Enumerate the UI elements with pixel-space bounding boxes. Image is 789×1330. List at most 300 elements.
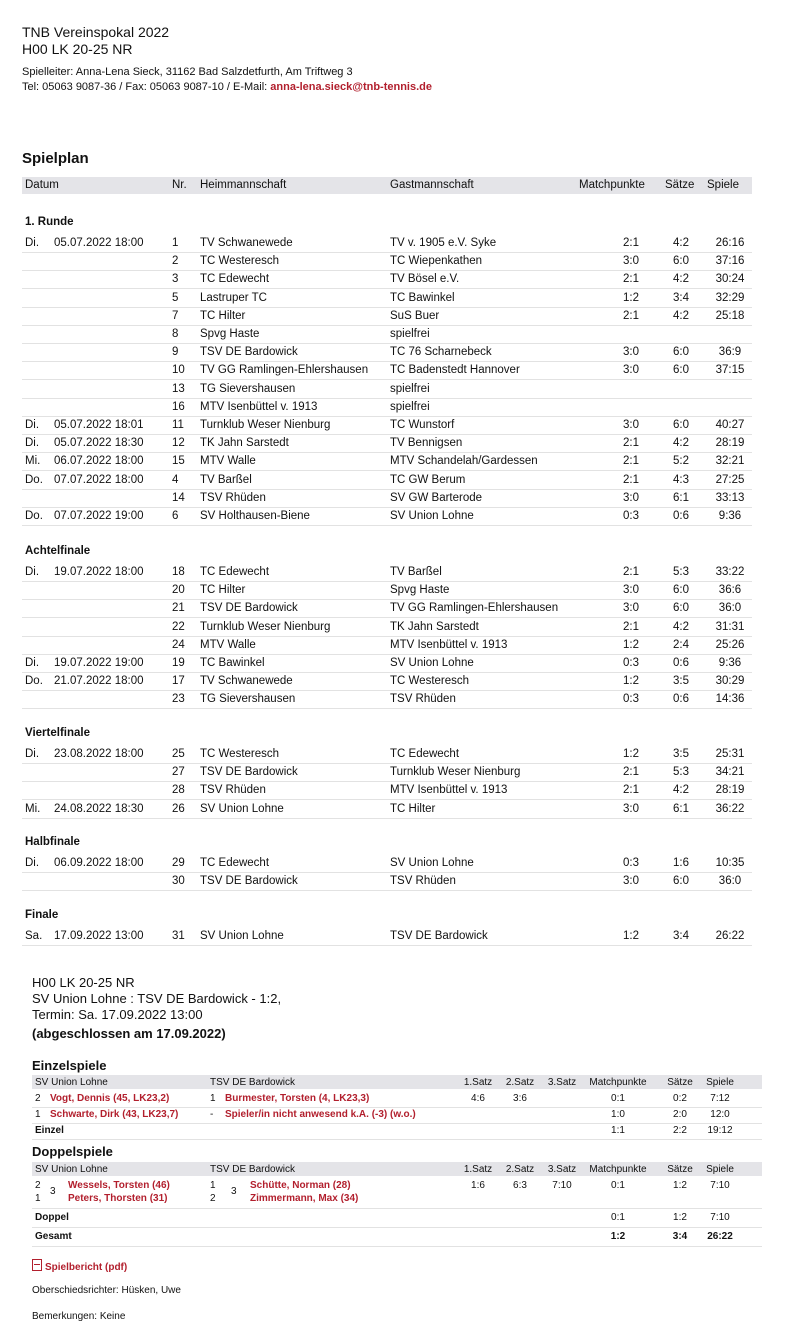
match-nr: 26 xyxy=(172,802,185,815)
match-nr: 23 xyxy=(172,693,185,706)
match-row xyxy=(22,434,752,453)
set2-score: 6:3 xyxy=(513,1180,527,1191)
doubles-summary-row xyxy=(32,1208,762,1228)
match-points-link[interactable]: 1:2 xyxy=(623,930,639,942)
singles-row xyxy=(32,1091,762,1108)
match-points: 0:1 xyxy=(611,1093,625,1104)
doubles-summary-spiele: 7:10 xyxy=(710,1212,730,1223)
home-team-link[interactable]: TSV Rhüden xyxy=(200,491,266,504)
home-team-link[interactable]: MTV Walle xyxy=(200,638,256,651)
guest-team-link[interactable]: SuS Buer xyxy=(390,309,440,322)
guest-team-link[interactable]: SV GW Barterode xyxy=(390,491,483,504)
home-team-link[interactable]: Lastruper TC xyxy=(200,291,267,304)
match-points-link[interactable]: 3:0 xyxy=(623,346,639,359)
match-sets: 6:0 xyxy=(673,602,689,615)
match-nr: 15 xyxy=(172,455,185,468)
match-row xyxy=(22,781,752,800)
guest-team-link[interactable]: TV Barßel xyxy=(390,566,442,578)
match-points-link[interactable]: 2:1 xyxy=(623,784,639,797)
singles-col-s1: 1.Satz xyxy=(463,1077,493,1088)
match-games: 33:22 xyxy=(715,566,745,578)
match-games: 26:22 xyxy=(715,930,745,942)
home-player1-link[interactable]: Wessels, Torsten (46) xyxy=(68,1180,170,1191)
report-link-label[interactable]: Spielbericht (pdf) xyxy=(45,1262,128,1273)
match-datetime: 05.07.2022 18:00 xyxy=(54,237,144,249)
total-spiele: 26:22 xyxy=(707,1231,733,1242)
guest-player-link[interactable]: Burmester, Torsten (4, LK23,3) xyxy=(225,1093,370,1104)
match-nr: 17 xyxy=(172,675,185,688)
match-games: 36:0 xyxy=(718,602,742,615)
singles-summary-saetze: 2:2 xyxy=(673,1125,687,1136)
match-nr: 4 xyxy=(172,473,179,486)
doubles-summary-saetze: 1:2 xyxy=(673,1212,687,1223)
guest-team-link[interactable]: TV Bösel e.V. xyxy=(390,273,460,286)
round-label: Achtelfinale xyxy=(25,545,91,557)
round-label: 1. Runde xyxy=(25,216,74,228)
pdf-icon xyxy=(32,1259,42,1271)
doubles-row xyxy=(32,1178,762,1209)
match-games: 36:9 xyxy=(718,346,742,359)
home-team-link[interactable]: TV Schwanewede xyxy=(200,675,293,688)
match-sets: 6:0 xyxy=(673,419,689,431)
match-sets: 6:0 xyxy=(673,875,689,888)
guest-team-link[interactable]: TC Hilter xyxy=(390,802,436,815)
match-datetime: 05.07.2022 18:30 xyxy=(54,437,144,450)
match-games: 40:27 xyxy=(715,419,745,431)
guest-player-link[interactable]: Spieler/in nicht anwesend k.A. (-3) (w.o.) xyxy=(225,1109,416,1120)
match-sets: 4:2 xyxy=(673,784,689,797)
match-day: Di. xyxy=(25,566,40,578)
match-points-link[interactable]: 3:0 xyxy=(623,255,639,268)
match-points-link[interactable]: 1:2 xyxy=(623,291,639,304)
match-nr: 16 xyxy=(172,400,185,413)
guest-player2-nr: 2 xyxy=(210,1193,216,1204)
leader-info: Spielleiter: Anna-Lena Sieck, 31162 Bad Salzdetfurth, Am Triftweg 3 xyxy=(22,66,353,78)
match-nr: 12 xyxy=(172,437,185,450)
match-day: Di. xyxy=(25,419,40,431)
match-points-link[interactable]: 3:0 xyxy=(623,875,639,888)
match-row xyxy=(22,234,752,253)
match-games: 26:16 xyxy=(715,237,745,249)
guest-player-nr: - xyxy=(210,1109,214,1120)
match-row xyxy=(22,361,752,380)
guest-team-link[interactable]: spielfrei xyxy=(390,400,430,413)
guest-player1-link[interactable]: Schütte, Norman (28) xyxy=(250,1180,351,1191)
guest-team-link[interactable]: TC Wunstorf xyxy=(390,419,455,431)
match-games: 27:25 xyxy=(715,473,745,486)
home-team-link[interactable]: SV Holthausen-Biene xyxy=(200,510,310,522)
home-player-nr: 2 xyxy=(35,1093,41,1104)
match-row xyxy=(22,618,752,637)
match-row xyxy=(22,563,752,582)
singles-col-mp: Matchpunkte xyxy=(589,1077,647,1088)
match-row xyxy=(22,380,752,399)
singles-summary-spiele: 19:12 xyxy=(707,1125,733,1136)
doubles-col-mp: Matchpunkte xyxy=(589,1164,647,1175)
col-guest: Gastmannschaft xyxy=(390,179,474,191)
home-pair-position: 3 xyxy=(50,1186,56,1197)
match-sets: 2:4 xyxy=(673,638,689,651)
match-datetime: 21.07.2022 18:00 xyxy=(54,675,144,688)
competition-name: H00 LK 20-25 NR xyxy=(22,41,133,57)
report-link[interactable] xyxy=(32,1259,127,1273)
match-points-link[interactable]: 2:1 xyxy=(623,273,639,286)
match-datetime: 19.07.2022 19:00 xyxy=(54,657,144,669)
match-sets: 3:5 xyxy=(673,675,689,688)
match-nr: 8 xyxy=(172,328,179,340)
match-row xyxy=(22,690,752,709)
match-day: Do. xyxy=(25,675,43,688)
match-sets: 5:3 xyxy=(673,566,689,578)
match-nr: 21 xyxy=(172,602,185,615)
match-nr: 5 xyxy=(172,291,179,304)
match-points-link[interactable]: 3:0 xyxy=(623,419,639,431)
guest-player-nr: 1 xyxy=(210,1093,216,1104)
match-games: 31:31 xyxy=(715,620,745,633)
match-nr: 9 xyxy=(172,346,179,359)
match-nr: 22 xyxy=(172,620,185,633)
match-games: 28:19 xyxy=(715,437,745,450)
match-games: 32:21 xyxy=(715,455,745,468)
home-player-nr: 1 xyxy=(35,1109,41,1120)
match-points-link[interactable]: 2:1 xyxy=(623,566,639,578)
home-team-link[interactable]: Spvg Haste xyxy=(200,328,260,340)
home-team-link[interactable]: TV Barßel xyxy=(200,473,252,486)
home-team-link[interactable]: TC Westeresch xyxy=(200,748,280,760)
match-sets: 4:3 xyxy=(673,473,689,486)
match-row xyxy=(22,343,752,362)
match-day: Di. xyxy=(25,748,40,760)
match-games: 30:24 xyxy=(715,273,745,286)
match-day: Do. xyxy=(25,510,43,522)
match-nr: 1 xyxy=(172,237,179,249)
home-player-link[interactable]: Vogt, Dennis (45, LK23,2) xyxy=(50,1093,170,1104)
match-datetime: 06.07.2022 18:00 xyxy=(54,455,144,468)
match-sets: 6:0 xyxy=(673,346,689,359)
match-sets: 4:2 xyxy=(673,437,689,450)
match-nr: 25 xyxy=(172,748,185,760)
match-nr: 27 xyxy=(172,766,185,779)
match-points-link[interactable]: 1:2 xyxy=(623,638,639,651)
match-nr: 24 xyxy=(172,638,185,651)
match-row xyxy=(22,854,752,873)
home-team-link[interactable]: SV Union Lohne xyxy=(200,802,284,815)
guest-team-link[interactable]: spielfrei xyxy=(390,328,430,340)
home-team-link[interactable]: Turnklub Weser Nienburg xyxy=(200,620,331,633)
match-sets: 3:4 xyxy=(673,291,689,304)
home-player-link[interactable]: Schwarte, Dirk (43, LK23,7) xyxy=(50,1109,179,1120)
doubles-col-spiele: Spiele xyxy=(706,1164,734,1175)
home-team-link[interactable]: TC Hilter xyxy=(200,584,246,597)
singles-summary-row xyxy=(32,1123,762,1140)
guest-team-link[interactable]: TC Badenstedt Hannover xyxy=(390,364,520,377)
singles-summary-label: Einzel xyxy=(35,1125,64,1136)
match-games: 9:36 xyxy=(718,657,742,669)
match-games: 36:0 xyxy=(718,875,742,888)
match-sets: 4:2 xyxy=(673,237,689,249)
home-team-link[interactable]: TSV DE Bardowick xyxy=(200,875,298,888)
total-row xyxy=(32,1227,762,1247)
match-sets: 6:0 xyxy=(673,584,689,597)
col-nr: Nr. xyxy=(172,179,187,191)
guest-team-link[interactable]: SV Union Lohne xyxy=(390,857,474,869)
match-games: 10:35 xyxy=(715,857,745,869)
match-points-link[interactable]: 2:1 xyxy=(623,309,639,322)
match-sets: 0:6 xyxy=(673,510,689,522)
match-datetime: 23.08.2022 18:00 xyxy=(54,748,144,760)
match-row xyxy=(22,654,752,673)
guest-team-link[interactable]: TC 76 Scharnebeck xyxy=(390,346,492,359)
match-row xyxy=(22,581,752,600)
singles-header xyxy=(32,1075,762,1089)
match-nr: 11 xyxy=(172,419,184,431)
guest-player2-link[interactable]: Zimmermann, Max (34) xyxy=(250,1193,359,1204)
match-sets: 3:5 xyxy=(673,748,689,760)
guest-team-link[interactable]: TC Bawinkel xyxy=(390,291,455,304)
round-label: Halbfinale xyxy=(25,836,80,848)
match-nr: 28 xyxy=(172,784,185,797)
guest-player1-nr: 1 xyxy=(210,1180,216,1191)
match-day: Mi. xyxy=(25,455,41,468)
match-points-link[interactable]: 1:2 xyxy=(623,748,639,760)
doubles-col-s2: 2.Satz xyxy=(505,1164,535,1175)
singles-col-spiele: Spiele xyxy=(706,1077,734,1088)
match-sets: 6:1 xyxy=(673,802,689,815)
singles-row xyxy=(32,1107,762,1124)
col-home: Heimmannschaft xyxy=(200,179,287,191)
guest-team-link[interactable]: SV Union Lohne xyxy=(390,510,474,522)
match-row xyxy=(22,307,752,326)
match-points-link[interactable]: 2:1 xyxy=(623,620,639,633)
match-sets: 1:6 xyxy=(673,857,689,869)
match-points-link[interactable]: 2:1 xyxy=(623,237,639,249)
match-nr: 3 xyxy=(172,273,179,286)
singles-col-guest: TSV DE Bardowick xyxy=(210,1077,296,1088)
singles-col-s2: 2.Satz xyxy=(505,1077,535,1088)
match-nr: 30 xyxy=(172,875,185,888)
sets: 2:0 xyxy=(673,1109,687,1120)
match-games: 32:29 xyxy=(715,291,745,304)
home-team-link[interactable]: TSV DE Bardowick xyxy=(200,346,298,359)
match-row xyxy=(22,927,752,946)
col-spiele: Spiele xyxy=(707,179,739,191)
match-row xyxy=(22,636,752,655)
guest-team-link[interactable]: MTV Isenbüttel v. 1913 xyxy=(390,638,508,651)
guest-team-link[interactable]: TV Bennigsen xyxy=(390,437,463,450)
match-nr: 31 xyxy=(172,930,185,942)
email-link[interactable]: anna-lena.sieck@tnb-tennis.de xyxy=(270,81,432,93)
detail-competition: H00 LK 20-25 NR xyxy=(32,975,135,990)
match-games: 25:31 xyxy=(715,748,745,760)
home-player2-nr: 1 xyxy=(35,1193,41,1204)
total-saetze: 3:4 xyxy=(672,1231,688,1242)
match-points-link[interactable]: 2:1 xyxy=(623,766,639,779)
match-row xyxy=(22,507,752,526)
match-datetime: 07.07.2022 19:00 xyxy=(54,510,144,522)
guest-pair-position: 3 xyxy=(231,1186,237,1197)
match-games: 37:16 xyxy=(715,255,745,268)
home-team-link[interactable]: TC Hilter xyxy=(200,309,246,322)
match-nr: 19 xyxy=(172,657,185,669)
total-mp: 1:2 xyxy=(610,1231,626,1242)
doubles-col-saetze: Sätze xyxy=(667,1164,693,1175)
home-team-link[interactable]: Turnklub Weser Nienburg xyxy=(200,419,331,431)
guest-team-link[interactable]: TV v. 1905 e.V. Syke xyxy=(390,237,497,249)
match-games: 14:36 xyxy=(715,693,745,706)
detail-date: Termin: Sa. 17.09.2022 13:00 xyxy=(32,1007,203,1022)
match-sets: 6:1 xyxy=(673,491,689,504)
home-player2-link[interactable]: Peters, Thorsten (31) xyxy=(68,1193,168,1204)
referee: Oberschiedsrichter: Hüsken, Uwe xyxy=(32,1285,181,1296)
contact-prefix: Tel: 05063 9087-36 / Fax: 05063 9087-10 / E-Mail: xyxy=(22,81,271,93)
detail-match: SV Union Lohne : TSV DE Bardowick - 1:2, xyxy=(32,991,282,1006)
match-sets: 6:0 xyxy=(673,255,689,268)
home-team-link[interactable]: TC Edewecht xyxy=(200,273,270,286)
match-sets: 5:2 xyxy=(673,455,689,468)
singles-col-saetze: Sätze xyxy=(667,1077,693,1088)
doubles-col-home: SV Union Lohne xyxy=(35,1164,108,1175)
match-row xyxy=(22,763,752,782)
home-team-link[interactable]: TV Schwanewede xyxy=(200,237,293,249)
doubles-col-s3: 3.Satz xyxy=(547,1164,577,1175)
match-sets: 4:2 xyxy=(673,273,689,286)
home-team-link[interactable]: TC Bawinkel xyxy=(200,657,265,669)
match-sets: 4:2 xyxy=(673,620,689,633)
games: 7:10 xyxy=(710,1180,730,1191)
schedule-title: Spielplan xyxy=(22,150,89,167)
guest-team-link[interactable]: TSV Rhüden xyxy=(390,693,456,706)
home-team-link[interactable]: TV GG Ramlingen-Ehlershausen xyxy=(200,364,369,377)
doubles-header xyxy=(32,1162,762,1176)
guest-team-link[interactable]: TSV Rhüden xyxy=(390,875,456,888)
home-player1-nr: 2 xyxy=(35,1180,41,1191)
match-row xyxy=(22,325,752,344)
match-sets: 0:6 xyxy=(673,693,689,706)
col-matchpunkte: Matchpunkte xyxy=(579,179,645,191)
home-team-link[interactable]: TC Edewecht xyxy=(200,857,270,869)
match-sets: 3:4 xyxy=(673,930,689,942)
match-points-link[interactable]: 0:3 xyxy=(623,693,639,706)
guest-team-link[interactable]: Spvg Haste xyxy=(390,584,450,597)
match-points-link[interactable]: 3:0 xyxy=(623,584,639,597)
match-row xyxy=(22,452,752,471)
match-points-link[interactable]: 3:0 xyxy=(623,364,639,377)
match-day: Mi. xyxy=(25,802,41,815)
guest-team-link[interactable]: TSV DE Bardowick xyxy=(390,930,488,942)
match-sets: 5:3 xyxy=(673,766,689,779)
home-team-link[interactable]: TC Westeresch xyxy=(200,255,280,268)
singles-col-s3: 3.Satz xyxy=(547,1077,577,1088)
match-day: Di. xyxy=(25,437,40,450)
match-points: 1:0 xyxy=(611,1109,625,1120)
guest-team-link[interactable]: Turnklub Weser Nienburg xyxy=(390,766,521,779)
match-datetime: 17.09.2022 13:00 xyxy=(54,930,144,942)
match-points-link[interactable]: 2:1 xyxy=(623,455,639,468)
match-nr: 20 xyxy=(172,584,185,597)
tournament-title: TNB Vereinspokal 2022 xyxy=(22,24,170,40)
match-games: 37:15 xyxy=(715,364,745,377)
match-points-link[interactable]: 0:3 xyxy=(623,857,639,869)
detail-closed: (abgeschlossen am 17.09.2022) xyxy=(32,1026,226,1041)
match-row xyxy=(22,252,752,271)
match-points-link[interactable]: 2:1 xyxy=(623,473,639,486)
guest-team-link[interactable]: TC Edewecht xyxy=(390,748,460,760)
match-sets: 6:0 xyxy=(673,364,689,377)
guest-team-link[interactable]: MTV Isenbüttel v. 1913 xyxy=(390,784,508,797)
guest-team-link[interactable]: TC GW Berum xyxy=(390,473,466,486)
home-team-link[interactable]: TK Jahn Sarstedt xyxy=(200,437,289,450)
match-points-link[interactable]: 3:0 xyxy=(623,602,639,615)
contact-info xyxy=(22,81,432,93)
guest-team-link[interactable]: TC Wiepenkathen xyxy=(390,255,483,268)
match-sets: 4:2 xyxy=(673,309,689,322)
doubles-summary-label: Doppel xyxy=(35,1212,69,1223)
match-row xyxy=(22,471,752,490)
match-games: 33:13 xyxy=(715,491,745,504)
match-games: 25:26 xyxy=(715,638,745,651)
match-games: 36:22 xyxy=(715,802,745,815)
singles-title: Einzelspiele xyxy=(32,1058,107,1073)
match-nr: 6 xyxy=(172,510,179,522)
home-team-link[interactable]: MTV Isenbüttel v. 1913 xyxy=(200,400,318,413)
guest-team-link[interactable]: spielfrei xyxy=(390,382,430,395)
match-row xyxy=(22,872,752,891)
doubles-summary-mp: 0:1 xyxy=(611,1212,625,1223)
match-nr: 7 xyxy=(172,309,179,322)
match-points: 0:1 xyxy=(611,1180,625,1191)
round-label: Viertelfinale xyxy=(25,727,90,739)
match-sets: 0:6 xyxy=(673,657,689,669)
match-games: 25:18 xyxy=(715,309,745,322)
home-team-link[interactable]: TG Sievershausen xyxy=(200,382,296,395)
guest-team-link[interactable]: TK Jahn Sarstedt xyxy=(390,620,479,633)
match-datetime: 07.07.2022 18:00 xyxy=(54,473,144,486)
home-team-link[interactable]: TSV DE Bardowick xyxy=(200,766,298,779)
match-points-link[interactable]: 2:1 xyxy=(623,437,639,450)
set1-score: 1:6 xyxy=(471,1180,485,1191)
home-team-link[interactable]: MTV Walle xyxy=(200,455,256,468)
match-points-link[interactable]: 0:3 xyxy=(623,510,639,522)
match-points-link[interactable]: 0:3 xyxy=(623,657,639,669)
match-day: Sa. xyxy=(25,930,43,942)
match-row xyxy=(22,398,752,417)
match-row xyxy=(22,672,752,691)
match-nr: 2 xyxy=(172,255,179,268)
match-points-link[interactable]: 3:0 xyxy=(623,802,639,815)
home-team-link[interactable]: TG Sievershausen xyxy=(200,693,296,706)
match-row xyxy=(22,745,752,764)
home-team-link[interactable]: TSV Rhüden xyxy=(200,784,266,797)
guest-team-link[interactable]: TV GG Ramlingen-Ehlershausen xyxy=(390,602,559,615)
guest-team-link[interactable]: TC Westeresch xyxy=(390,675,470,688)
round-label: Finale xyxy=(25,909,59,921)
home-team-link[interactable]: TC Edewecht xyxy=(200,566,270,578)
col-datum: Datum xyxy=(25,179,59,191)
col-saetze: Sätze xyxy=(665,179,695,191)
home-team-link[interactable]: SV Union Lohne xyxy=(200,930,284,942)
match-day: Di. xyxy=(25,657,40,669)
guest-team-link[interactable]: SV Union Lohne xyxy=(390,657,474,669)
match-games: 34:21 xyxy=(715,766,745,779)
guest-team-link[interactable]: MTV Schandelah/Gardessen xyxy=(390,455,538,468)
match-nr: 29 xyxy=(172,857,185,869)
doubles-title: Doppelspiele xyxy=(32,1144,113,1159)
home-team-link[interactable]: TSV DE Bardowick xyxy=(200,602,298,615)
match-points-link[interactable]: 1:2 xyxy=(623,675,639,688)
sets: 0:2 xyxy=(673,1093,687,1104)
match-nr: 13 xyxy=(172,382,185,395)
match-points-link[interactable]: 3:0 xyxy=(623,491,639,504)
